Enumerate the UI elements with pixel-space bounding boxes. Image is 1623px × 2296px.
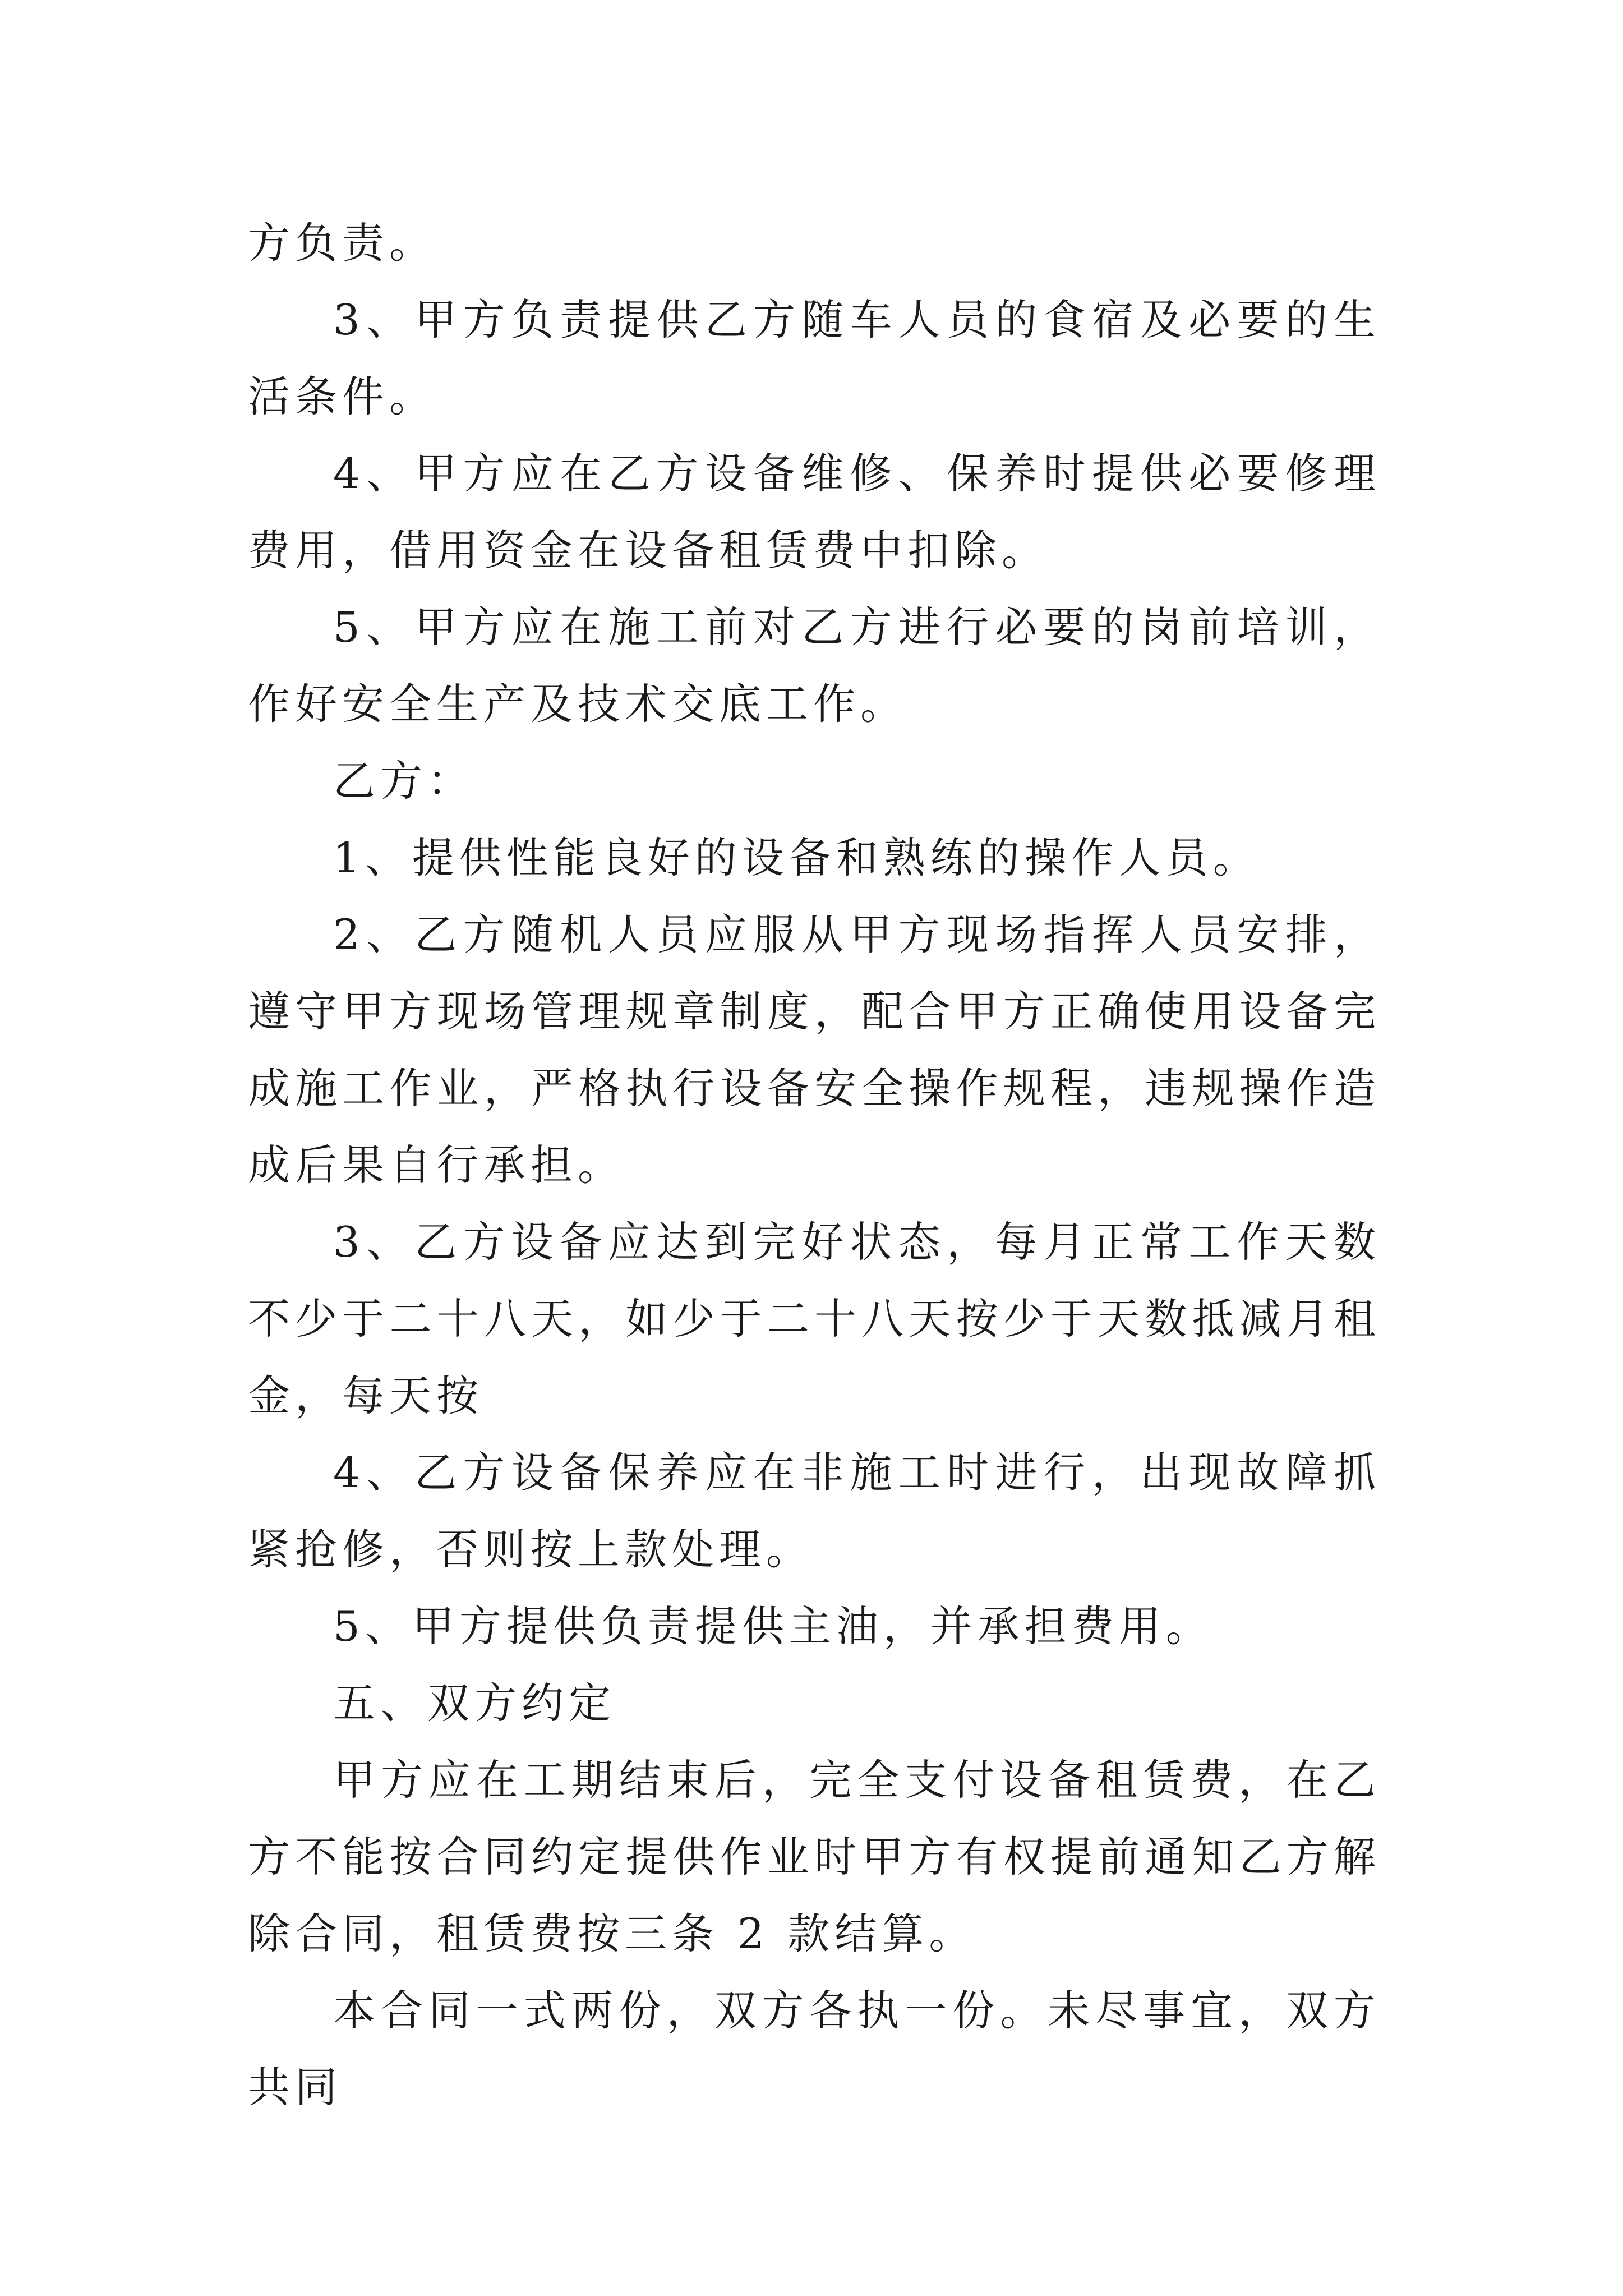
paragraph-party-b-item-1: 1、提供性能良好的设备和熟练的操作人员。 — [333, 833, 1260, 882]
paragraph-party-a-item-4: 4、甲方应在乙方设备维修、保养时提供必要修理费用，借用资金在设备租赁费中扣除。 — [248, 449, 1381, 575]
paragraph-copies: 本合同一式两份，双方各执一份。未尽事宜，双方共同 — [248, 1986, 1381, 2112]
heading-party-b: 乙方： — [333, 756, 475, 806]
paragraph-agreement-terms: 甲方应在工期结束后，完全支付设备租赁费，在乙方不能按合同约定提供作业时甲方有权提前通知乙方解除合同，租赁费按三条 2 款结算。 — [248, 1755, 1381, 1958]
paragraph-continuation: 方负责。 — [248, 218, 437, 268]
paragraph-party-a-item-5: 5、甲方应在施工前对乙方进行必要的岗前培训，作好安全生产及技术交底工作。 — [248, 602, 1381, 729]
heading-mutual-agreement: 五、双方约定 — [333, 1678, 616, 1728]
paragraph-party-b-item-2: 2、乙方随机人员应服从甲方现场指挥人员安排，遵守甲方现场管理规章制度，配合甲方正确使用设备完成施工作业，严格执行设备安全操作规程，违规操作造成后果自行承担。 — [248, 910, 1381, 1190]
paragraph-party-b-item-4: 4、乙方设备保养应在非施工时进行，出现故障抓紧抢修，否则按上款处理。 — [248, 1448, 1381, 1574]
document-body — [248, 205, 1381, 2126]
paragraph-party-a-item-3: 3、甲方负责提供乙方随车人员的食宿及必要的生活条件。 — [248, 295, 1381, 421]
paragraph-party-b-item-5: 5、甲方提供负责提供主油，并承担费用。 — [333, 1602, 1213, 1651]
paragraph-party-b-item-3: 3、乙方设备应达到完好状态，每月正常工作天数不少于二十八天，如少于二十八天按少于天数抵减月租金，每天按 — [248, 1217, 1381, 1420]
